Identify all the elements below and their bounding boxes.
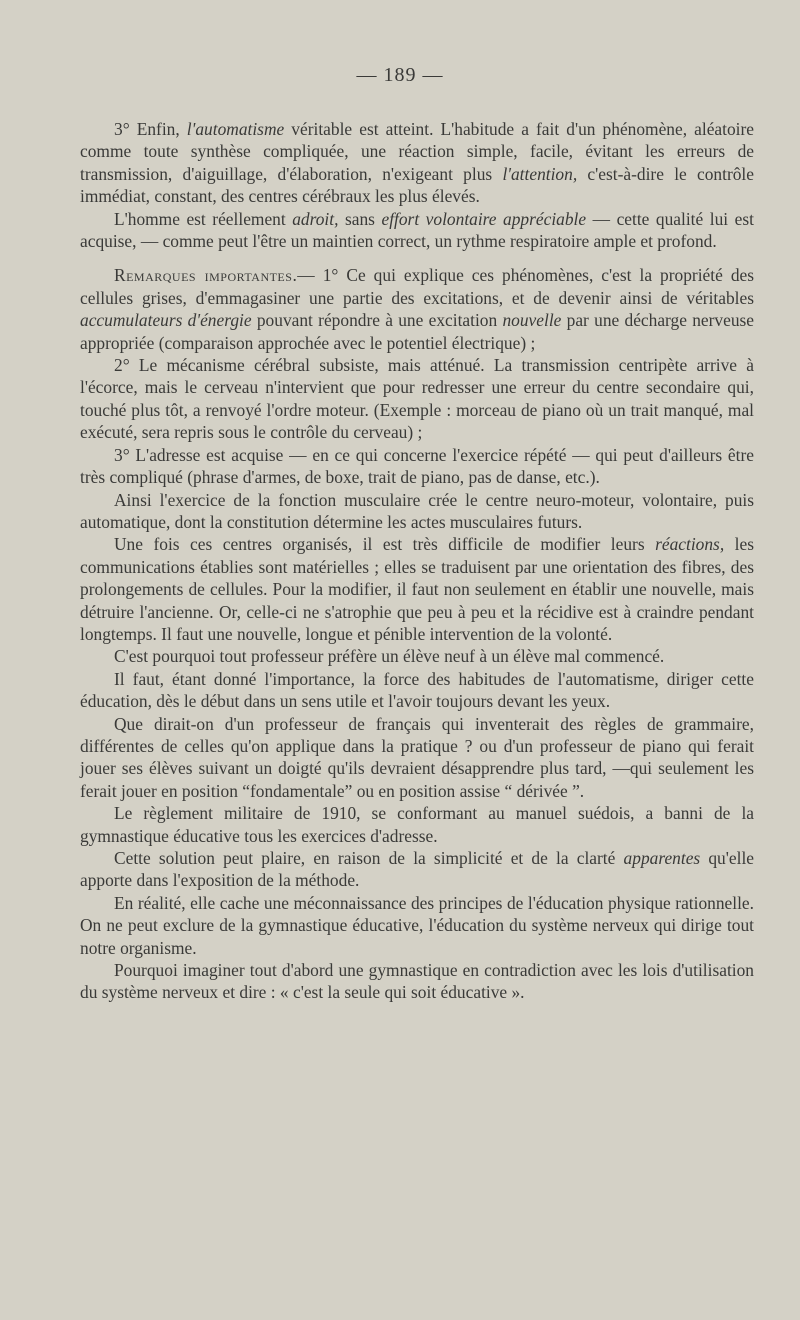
paragraph-p5 xyxy=(80,444,754,489)
text-run: L'homme est réellement xyxy=(114,208,293,229)
paragraph-p8 xyxy=(80,645,754,667)
page-number: — 189 — xyxy=(356,64,444,86)
paragraph-p14 xyxy=(80,959,754,1004)
text-run: C'est pourquoi tout professeur préfère un élève neuf à un élève mal commencé. xyxy=(114,646,665,667)
small-caps-heading: Remarques importantes. xyxy=(114,265,298,286)
paragraph-p11 xyxy=(80,802,754,847)
text-run: par une décharge nerveuse appropriée (comparaison approchée avec le potentiel électrique) ; xyxy=(80,310,755,353)
italic-text: adroit, xyxy=(292,208,339,229)
text-run: véritable est atteint. L'habitude a fait d'un phénomène, aléatoire comme toute synthèse compliquée, une réaction simple, facile, évitant les erreurs de transmission, d'aiguillage, d'élaboration, n'exigeant plus xyxy=(80,119,754,184)
paragraph-p13 xyxy=(80,892,754,959)
text-run: Pourquoi imaginer tout d'abord une gymnastique en contradiction avec les lois d'utilisation du système nerveux et dire : « c'est la seule qui soit éducative ». xyxy=(80,960,754,1003)
paragraph-p9 xyxy=(80,668,754,713)
text-run: — cette qualité lui est acquise, — comme peut l'être un maintien correct, un rythme respiratoire ample et profond. xyxy=(80,208,754,252)
paragraph-p2 xyxy=(80,208,754,253)
paragraph-p12 xyxy=(80,847,754,892)
italic-text: effort volontaire appréciable xyxy=(381,208,587,229)
italic-text: l'attention, xyxy=(502,163,578,184)
paragraph-p1 xyxy=(80,118,754,208)
italic-text: réactions, xyxy=(655,534,725,555)
text-run: 3° Enfin, xyxy=(114,119,187,139)
paragraph-p10 xyxy=(80,713,754,803)
text-run: Une fois ces centres organisés, il est très difficile de modifier leurs xyxy=(114,534,656,555)
text-run: les communications établies sont matérielles ; elles se traduisent par une orientation des fibres, des prolongements de cellules. Pour la modifier, il faut non seulement en établir une nouvelle, mais détruire l'ancienne. Or, celle-ci ne s'atrophie que peu à peu et la récidive est à craindre pendant longtemps. Il faut une nouvelle, longue et pénible intervention de la volonté. xyxy=(80,534,754,644)
text-run: sans xyxy=(338,208,382,229)
text-run: En réalité, elle cache une méconnaissance des principes de l'éducation physique rationnelle. On ne peut exclure de la gymnastique éducative, l'éducation du système nerveux qui dirige tout notre organisme. xyxy=(80,892,754,958)
paragraph-p3 xyxy=(80,264,754,354)
paragraph-p7 xyxy=(80,533,754,645)
italic-text: l'automatisme xyxy=(186,119,285,139)
italic-text: nouvelle xyxy=(502,310,562,331)
text-run: 2° Le mécanisme cérébral subsiste, mais atténué. La transmission centripète arrive à l'écorce, mais le cerveau n'intervient que pour redresser une erreur du centre secondaire qui, touché plus tôt, a renvoyé l'ordre moteur. (Exemple : morceau de piano où un trait manqué, mal exécuté, sera repris sous le contrôle du cerveau) ; xyxy=(80,355,754,443)
text-run: 3° L'adresse est acquise — en ce qui concerne l'exercice répété — qui peut d'ailleurs être très compliqué (phrase d'armes, de boxe, trait de piano, pas de danse, etc.). xyxy=(80,444,754,488)
paragraph-p6 xyxy=(80,489,754,534)
text-run: Il faut, étant donné l'importance, la force des habitudes de l'automatisme, diriger cette éducation, dès le début dans un sens utile et l'avoir toujours devant les yeux. xyxy=(80,668,754,712)
text-run: c'est-à-dire le contrôle immédiat, constant, des centres cérébraux les plus élevés. xyxy=(80,163,754,207)
text-run: Que dirait-on d'un professeur de français qui inventerait des règles de grammaire, différentes de celles qu'on applique dans la pratique ? ou d'un professeur de piano qui ferait jouer ses élèves suivant un doigté qu'ils devraient désapprendre plus tard, —qui seulement les ferait jouer en position “fondamentale” ou en position assise “ dérivée ”. xyxy=(80,713,754,801)
italic-text: accumulateurs d'énergie xyxy=(80,310,252,331)
text-run: Ainsi l'exercice de la fonction musculaire crée le centre neuro-moteur, volontaire, puis automatique, dont la constitution détermine les actes musculaires futurs. xyxy=(80,489,754,532)
text-run: qu'elle apporte dans l'exposition de la méthode. xyxy=(80,848,754,891)
text-run: pouvant répondre à une excitation xyxy=(251,310,503,331)
text-run: Le règlement militaire de 1910, se conformant au manuel suédois, a banni de la gymnastique éducative tous les exercices d'adresse. xyxy=(80,803,754,846)
body-text xyxy=(80,118,754,1004)
italic-text: apparentes xyxy=(623,848,701,868)
paragraph-p4 xyxy=(80,354,754,444)
text-run: Cette solution peut plaire, en raison de la simplicité et de la clarté xyxy=(114,848,624,868)
text-run: — 1° Ce qui explique ces phénomènes, c'est la propriété des cellules grises, d'emmagasiner une partie des excitations, et de devenir ainsi de véritables xyxy=(80,265,755,308)
